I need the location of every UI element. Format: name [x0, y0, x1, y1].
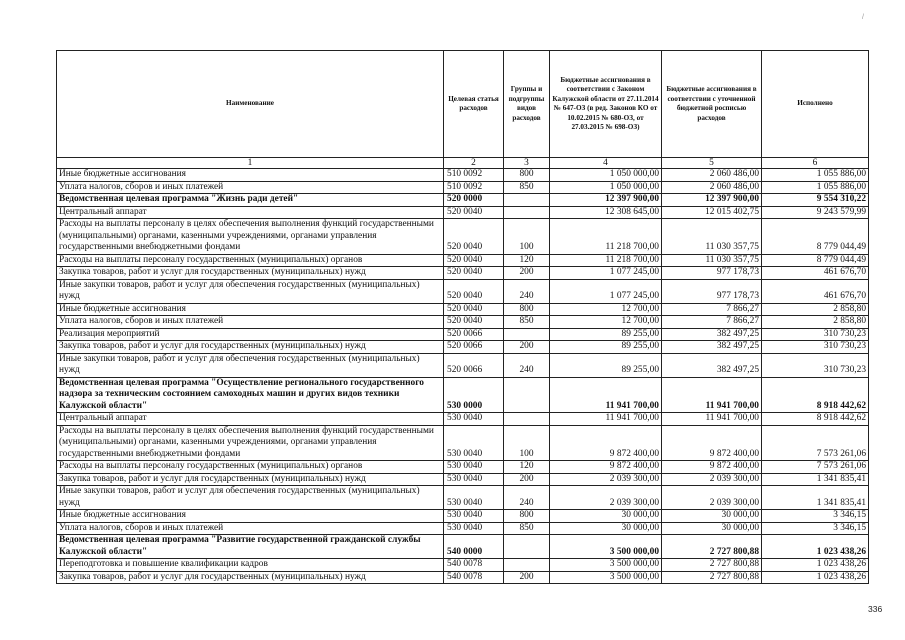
cell-name: Иные закупки товаров, работ и услуг для обеспечения государственных (муниципальных) нужд: [57, 279, 444, 303]
cell-executed: 2 858,80: [762, 316, 869, 329]
cell-target-code: 530 0040: [444, 510, 504, 523]
table-row: [57, 219, 869, 255]
cell-expense-group: [504, 377, 550, 413]
cell-target-code: 540 0000: [444, 535, 504, 559]
cell-executed: 9 243 579,99: [762, 206, 869, 219]
cell-expense-group: [504, 194, 550, 207]
cell-expense-group: [504, 559, 550, 572]
cell-budget-law: 9 872 400,00: [550, 461, 662, 474]
cell-expense-group: 850: [504, 316, 550, 329]
table-row: [57, 461, 869, 474]
cell-budget-refined: 12 015 402,75: [662, 206, 762, 219]
cell-budget-law: 11 941 700,00: [550, 413, 662, 426]
cell-expense-group: 100: [504, 425, 550, 461]
cell-budget-refined: 11 030 357,75: [662, 254, 762, 267]
table-row: [57, 413, 869, 426]
cell-executed: 8 918 442,62: [762, 377, 869, 413]
budget-table: [56, 50, 869, 584]
table-row: [57, 316, 869, 329]
cell-budget-refined: 2 039 300,00: [662, 473, 762, 486]
cell-budget-refined: 7 866,27: [662, 303, 762, 316]
cell-budget-refined: 7 866,27: [662, 316, 762, 329]
cell-name: Закупка товаров, работ и услуг для государственных (муниципальных) нужд: [57, 571, 444, 584]
cell-target-code: 510 0092: [444, 181, 504, 194]
cell-target-code: 520 0000: [444, 194, 504, 207]
cell-executed: 8 918 442,62: [762, 413, 869, 426]
cell-target-code: 520 0040: [444, 254, 504, 267]
cell-target-code: 530 0040: [444, 473, 504, 486]
cell-target-code: 510 0092: [444, 169, 504, 182]
table-row: [57, 486, 869, 510]
cell-name: Ведомственная целевая программа "Жизнь ради детей": [57, 194, 444, 207]
cell-name: Уплата налогов, сборов и иных платежей: [57, 522, 444, 535]
cell-target-code: 530 0040: [444, 522, 504, 535]
cell-budget-law: 1 077 245,00: [550, 279, 662, 303]
cell-budget-refined: 382 497,25: [662, 328, 762, 341]
header-groups: Группы и подгруппы видов расходов: [504, 51, 550, 158]
cell-budget-refined: 30 000,00: [662, 510, 762, 523]
cell-executed: 8 779 044,49: [762, 254, 869, 267]
table-row: [57, 425, 869, 461]
header-target: Целевая статья расходов: [444, 51, 504, 158]
cell-expense-group: [504, 413, 550, 426]
cell-target-code: 520 0066: [444, 328, 504, 341]
cell-target-code: 530 0000: [444, 377, 504, 413]
table-row: [57, 571, 869, 584]
cell-name: Ведомственная целевая программа "Развитие государственной гражданской службы Калужской области": [57, 535, 444, 559]
table-row: [57, 341, 869, 354]
cell-budget-law: 1 050 000,00: [550, 181, 662, 194]
cell-name: Центральный аппарат: [57, 413, 444, 426]
cell-budget-law: 3 500 000,00: [550, 559, 662, 572]
cell-budget-law: 30 000,00: [550, 522, 662, 535]
cell-expense-group: 240: [504, 353, 550, 377]
budget-table-sheet: [56, 50, 868, 584]
cell-name: Иные закупки товаров, работ и услуг для обеспечения государственных (муниципальных) нужд: [57, 486, 444, 510]
table-row: [57, 328, 869, 341]
cell-target-code: 540 0078: [444, 571, 504, 584]
cell-expense-group: 850: [504, 522, 550, 535]
cell-budget-refined: 2 727 800,88: [662, 535, 762, 559]
cell-budget-refined: 11 941 700,00: [662, 413, 762, 426]
cell-budget-law: 3 500 000,00: [550, 571, 662, 584]
cell-name: Переподготовка и повышение квалификации кадров: [57, 559, 444, 572]
cell-budget-law: 89 255,00: [550, 341, 662, 354]
cell-budget-refined: 2 060 486,00: [662, 181, 762, 194]
cell-executed: 1 055 886,00: [762, 169, 869, 182]
cell-executed: 1 023 438,26: [762, 559, 869, 572]
cell-expense-group: 800: [504, 303, 550, 316]
header-budget-law: Бюджетные ассигнования в соответствии с Законом Калужской области от 27.11.2014 № 647-ОЗ (в ред. Законов КО от 10.02.2015 № 680-ОЗ, от 27.03.2015 № 698-ОЗ): [550, 51, 662, 158]
cell-executed: 1 023 438,26: [762, 571, 869, 584]
cell-executed: 461 676,70: [762, 267, 869, 280]
table-row: [57, 535, 869, 559]
header-name: Наименование: [57, 51, 444, 158]
cell-budget-law: 12 700,00: [550, 303, 662, 316]
cell-expense-group: 240: [504, 279, 550, 303]
cell-budget-refined: 2 060 486,00: [662, 169, 762, 182]
table-row: [57, 194, 869, 207]
table-row: [57, 181, 869, 194]
cell-name: Реализация мероприятий: [57, 328, 444, 341]
cell-expense-group: 800: [504, 510, 550, 523]
cell-executed: 2 858,80: [762, 303, 869, 316]
cell-executed: 3 346,15: [762, 522, 869, 535]
cell-expense-group: [504, 206, 550, 219]
cell-budget-refined: 977 178,73: [662, 267, 762, 280]
table-row: [57, 206, 869, 219]
cell-executed: 1 023 438,26: [762, 535, 869, 559]
column-number: 5: [662, 158, 762, 169]
table-body: [57, 158, 869, 584]
cell-executed: 7 573 261,06: [762, 425, 869, 461]
cell-name: Центральный аппарат: [57, 206, 444, 219]
cell-executed: 7 573 261,06: [762, 461, 869, 474]
cell-target-code: 520 0040: [444, 303, 504, 316]
cell-budget-law: 30 000,00: [550, 510, 662, 523]
table-row: [57, 510, 869, 523]
cell-name: Закупка товаров, работ и услуг для государственных (муниципальных) нужд: [57, 473, 444, 486]
cell-budget-refined: 30 000,00: [662, 522, 762, 535]
cell-budget-law: 12 700,00: [550, 316, 662, 329]
cell-executed: 310 730,23: [762, 328, 869, 341]
cell-expense-group: 800: [504, 169, 550, 182]
cell-executed: 310 730,23: [762, 341, 869, 354]
cell-expense-group: 200: [504, 473, 550, 486]
cell-name: Иные бюджетные ассигнования: [57, 303, 444, 316]
cell-budget-refined: 977 178,73: [662, 279, 762, 303]
table-row: [57, 473, 869, 486]
cell-budget-refined: 382 497,25: [662, 353, 762, 377]
cell-name: Иные бюджетные ассигнования: [57, 169, 444, 182]
cell-expense-group: 120: [504, 254, 550, 267]
cell-name: Уплата налогов, сборов и иных платежей: [57, 181, 444, 194]
cell-expense-group: [504, 535, 550, 559]
cell-budget-refined: 2 039 300,00: [662, 486, 762, 510]
cell-budget-refined: 11 030 357,75: [662, 219, 762, 255]
cell-target-code: 530 0040: [444, 486, 504, 510]
column-number: 6: [762, 158, 869, 169]
header-executed: Исполнено: [762, 51, 869, 158]
cell-target-code: 540 0078: [444, 559, 504, 572]
cell-target-code: 530 0040: [444, 461, 504, 474]
table-row: [57, 254, 869, 267]
cell-executed: 1 341 835,41: [762, 473, 869, 486]
cell-name: Расходы на выплаты персоналу государственных (муниципальных) органов: [57, 461, 444, 474]
table-row: [57, 522, 869, 535]
cell-name: Иные бюджетные ассигнования: [57, 510, 444, 523]
table-row: [57, 559, 869, 572]
cell-budget-law: 89 255,00: [550, 353, 662, 377]
cell-budget-refined: 12 397 900,00: [662, 194, 762, 207]
table-row: [57, 353, 869, 377]
cell-target-code: 520 0040: [444, 279, 504, 303]
column-number: 2: [444, 158, 504, 169]
cell-budget-refined: 382 497,25: [662, 341, 762, 354]
cell-name: Иные закупки товаров, работ и услуг для обеспечения государственных (муниципальных) нужд: [57, 353, 444, 377]
cell-executed: 1 341 835,41: [762, 486, 869, 510]
cell-executed: 1 055 886,00: [762, 181, 869, 194]
cell-executed: 9 554 310,22: [762, 194, 869, 207]
cell-name: Закупка товаров, работ и услуг для государственных (муниципальных) нужд: [57, 341, 444, 354]
cell-budget-refined: 2 727 800,88: [662, 559, 762, 572]
cell-target-code: 520 0040: [444, 316, 504, 329]
cell-budget-law: 2 039 300,00: [550, 486, 662, 510]
cell-target-code: 520 0066: [444, 341, 504, 354]
cell-target-code: 520 0040: [444, 219, 504, 255]
cell-executed: 461 676,70: [762, 279, 869, 303]
scan-mark: /: [862, 14, 864, 21]
cell-target-code: 530 0040: [444, 413, 504, 426]
cell-target-code: 530 0040: [444, 425, 504, 461]
cell-budget-law: 12 308 645,00: [550, 206, 662, 219]
cell-name: Расходы на выплаты персоналу государственных (муниципальных) органов: [57, 254, 444, 267]
cell-expense-group: 200: [504, 341, 550, 354]
cell-expense-group: 850: [504, 181, 550, 194]
cell-budget-law: 12 397 900,00: [550, 194, 662, 207]
cell-budget-law: 11 941 700,00: [550, 377, 662, 413]
cell-budget-refined: 9 872 400,00: [662, 425, 762, 461]
table-row: [57, 169, 869, 182]
cell-name: Расходы на выплаты персоналу в целях обеспечения выполнения функций государственными (муниципальными) органами, казенными учреждениями, органами управления государственными внебюджетными фондами: [57, 425, 444, 461]
cell-name: Ведомственная целевая программа "Осуществление регионального государственного надзора за техническим состоянием самоходных машин и других видов техники Калужской области": [57, 377, 444, 413]
column-number: 4: [550, 158, 662, 169]
page-number: 336: [868, 604, 883, 614]
cell-expense-group: 200: [504, 267, 550, 280]
cell-name: Расходы на выплаты персоналу в целях обеспечения выполнения функций государственными (муниципальными) органами, казенными учреждениями, органами управления государственными внебюджетными фондами: [57, 219, 444, 255]
cell-expense-group: 200: [504, 571, 550, 584]
cell-target-code: 520 0066: [444, 353, 504, 377]
table-row: [57, 303, 869, 316]
cell-budget-law: 3 500 000,00: [550, 535, 662, 559]
cell-budget-law: 11 218 700,00: [550, 254, 662, 267]
cell-expense-group: [504, 328, 550, 341]
cell-expense-group: 120: [504, 461, 550, 474]
cell-expense-group: 240: [504, 486, 550, 510]
cell-executed: 3 346,15: [762, 510, 869, 523]
table-header-row: [57, 51, 869, 158]
cell-budget-law: 89 255,00: [550, 328, 662, 341]
cell-name: Закупка товаров, работ и услуг для государственных (муниципальных) нужд: [57, 267, 444, 280]
cell-budget-law: 2 039 300,00: [550, 473, 662, 486]
column-number: 3: [504, 158, 550, 169]
table-row: [57, 377, 869, 413]
cell-target-code: 520 0040: [444, 267, 504, 280]
cell-name: Уплата налогов, сборов и иных платежей: [57, 316, 444, 329]
cell-executed: 8 779 044,49: [762, 219, 869, 255]
cell-budget-law: 1 050 000,00: [550, 169, 662, 182]
cell-expense-group: 100: [504, 219, 550, 255]
cell-budget-law: 1 077 245,00: [550, 267, 662, 280]
cell-target-code: 520 0040: [444, 206, 504, 219]
column-numbers-row: [57, 158, 869, 169]
cell-budget-refined: 2 727 800,88: [662, 571, 762, 584]
cell-budget-law: 11 218 700,00: [550, 219, 662, 255]
cell-budget-refined: 9 872 400,00: [662, 461, 762, 474]
table-row: [57, 279, 869, 303]
header-budget-refined: Бюджетные ассигнования в соответствии с уточненной бюджетной росписью расходов: [662, 51, 762, 158]
cell-budget-law: 9 872 400,00: [550, 425, 662, 461]
cell-budget-refined: 11 941 700,00: [662, 377, 762, 413]
column-number: 1: [57, 158, 444, 169]
cell-executed: 310 730,23: [762, 353, 869, 377]
table-row: [57, 267, 869, 280]
